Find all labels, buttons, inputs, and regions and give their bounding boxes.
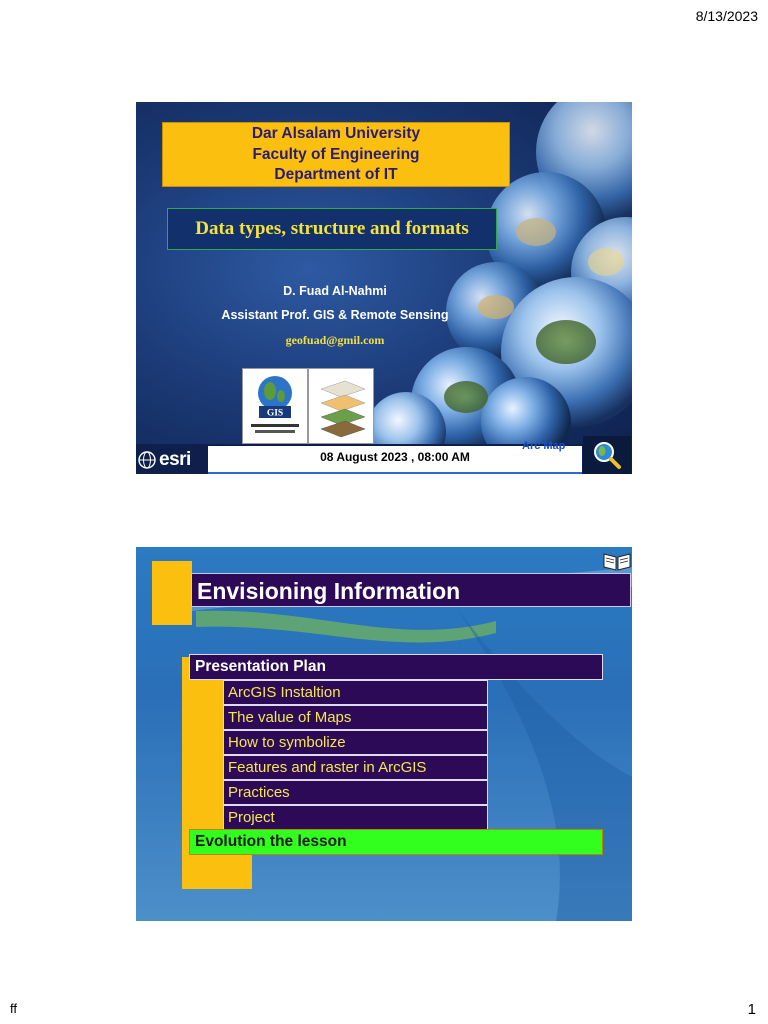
plan-item: ArcGIS Instaltion — [223, 680, 488, 705]
plan-item: Project — [223, 805, 488, 830]
plan-item: The value of Maps — [223, 705, 488, 730]
open-book-icon — [602, 550, 632, 572]
esri-logo — [138, 446, 204, 474]
decorative-accent-block — [152, 561, 192, 625]
layers-logo-icon — [308, 368, 374, 444]
page-number: 1 — [747, 1001, 756, 1018]
slide-title — [136, 102, 632, 474]
faculty-name: Faculty of Engineering — [252, 145, 420, 163]
author-email: geofuad@gmil.com — [285, 333, 385, 347]
plan-item: How to symbolize — [223, 730, 488, 755]
slide-title: Envisioning Information — [191, 573, 631, 607]
footer-label: ff — [10, 1001, 17, 1016]
evaluation-item: Evolution the lesson — [189, 829, 603, 855]
magnifier-globe-icon — [583, 436, 631, 474]
gis-logo-icon — [242, 368, 308, 444]
globe-logo-icon — [138, 451, 156, 469]
university-info-box — [162, 122, 510, 187]
author-position: Assistant Prof. GIS & Remote Sensing — [221, 308, 449, 322]
header-date: 8/13/2023 — [695, 8, 758, 24]
university-name: Dar Alsalam University — [251, 125, 421, 142]
plan-item: Practices — [223, 780, 488, 805]
esri-text: esri — [159, 449, 191, 470]
plan-heading: Presentation Plan — [189, 654, 603, 680]
plan-item: Features and raster in ArcGIS — [223, 755, 488, 780]
slide-presentation-plan — [136, 547, 632, 921]
lecture-date-time: 08 August 2023 , 08:00 AM — [208, 446, 582, 474]
presentation-title: Data types, structure and formats — [167, 208, 497, 250]
author-name: D. Fuad Al-Nahmi — [283, 284, 387, 298]
gis-logo-text: GIS — [266, 408, 284, 419]
department-name: Department of IT — [274, 166, 398, 183]
arcmap-label: Arc Map — [522, 440, 566, 452]
